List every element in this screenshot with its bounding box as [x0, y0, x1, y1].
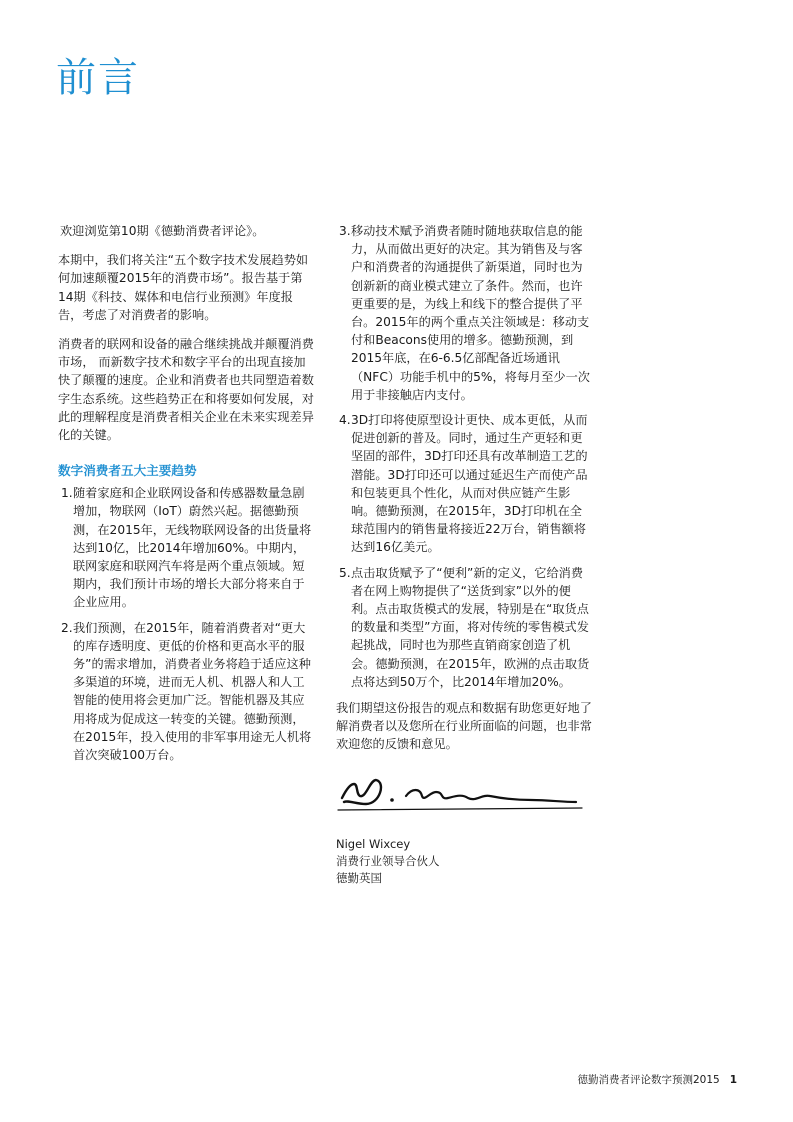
left-column: [58, 222, 314, 771]
trend-number: 1.: [61, 486, 73, 501]
trend-text: 点击取货赋予了“便利”新的定义，它给消费者在网上购物提供了“送货到家”以外的便利。点击取货模式的发展，特别是在“取货点的数量和类型”方面，将对传统的零售模式发起挑战，同时也为那些直销商家创造了机会。德勤预测，在2015年，欧洲的点击取货点将达到50万个，比2014年增加20%。: [351, 565, 590, 689]
footer-title: 德勤消费者评论数字预测2015: [577, 1074, 720, 1086]
body-paragraph-1: 本期中，我们将关注“五个数字技术发展趋势如何加速颠覆2015年的消费市场”。报告基于第14期《科技、媒体和电信行业预测》年度报告，考虑了对消费者的影响。: [58, 253, 309, 322]
trends-list-right: [336, 222, 592, 691]
trend-number: 3.: [339, 224, 351, 238]
trend-item: [336, 411, 592, 557]
body-paragraph-2: 消费者的联网和设备的融合继续挑战并颠覆消费市场， 而新数字技术和数字平台的出现直接加快了颠覆的速度。企业和消费者也共同塑造着数字生态系统。这些趋势正在和将要如何发展，对此的理解程度是消费者相关企业在未来实现差异化的关键。: [58, 337, 314, 443]
page-title: 前言: [56, 55, 140, 101]
signer-name: Nigel Wixcey: [336, 837, 411, 851]
right-column: [336, 222, 592, 765]
trend-text: 3D打印将使原型设计更快、成本更低，从而促进创新的普及。同时，通过生产更轻和更坚固的部件，3D打印还具有改革制造工艺的潜能。3D打印还可以通过延迟生产而使产品和包装更具个性化，从而对供应链产生影响。德勤预测，在2015年，3D打印机在全球范围内的销售量将接近22万台，销售额将达到16亿美元。: [351, 413, 588, 555]
trend-text: 我们预测，在2015年，随着消费者对“更大的库存透明度、更低的价格和更高水平的服务”的需求增加，消费者业务将趋于适应这种多渠道的环境，进而无人机、机器人和人工智能的使用将会更加广泛。智能机器及其应用将成为促成这一转变的关键。德勤预测，在2015年，投入使用的非军事用途无人机将首次突破100万台。: [73, 620, 312, 763]
trend-number: 2.: [61, 620, 73, 635]
trends-list-left: [58, 484, 314, 764]
intro-paragraph: 欢迎浏览第10期《德勤消费者评论》。: [60, 224, 265, 238]
trend-item: [58, 484, 314, 611]
trend-item: [336, 222, 592, 404]
closing-paragraph: 我们期望这份报告的观点和数据有助您更好地了解消费者以及您所在行业所面临的问题，也非常欢迎您的反馈和意见。: [336, 701, 592, 752]
signer-block: [336, 836, 440, 887]
trend-number: 4.: [339, 413, 351, 428]
page-footer: [577, 1072, 737, 1087]
trends-heading: 数字消费者五大主要趋势: [58, 463, 197, 479]
signer-org: 德勤英国: [336, 871, 382, 885]
trend-item: [336, 564, 592, 691]
handwritten-signature: [336, 770, 586, 816]
page-number: 1: [729, 1074, 737, 1086]
trend-number: 5.: [339, 565, 351, 580]
trend-item: [58, 619, 314, 765]
trend-text: 移动技术赋予消费者随时随地获取信息的能力，从而做出更好的决定。其为销售及与客户和消费者的沟通提供了新渠道，同时也为创新新的商业模式建立了条件。然而，也许更重要的是，为线上和线下的整合提供了平台。2015年的两个重点关注领域是：移动支付和Beacons使用的增多。德勤预测，到2015年底，在6-6.5亿部配备近场通讯（NFC）功能手机中的5%，将每月至少一次用于非接触店内支付。: [351, 224, 590, 402]
signer-role: 消费行业领导合伙人: [336, 854, 440, 868]
trend-text: 随着家庭和企业联网设备和传感器数量急剧增加，物联网（IoT）蔚然兴起。据德勤预测，在2015年，无线物联网设备的出货量将达到10亿，比2014年增加60%。中期内，联网家庭和联网汽车将是两个重点领域。短期内，我们预计市场的增长大部分将来自于企业应用。: [73, 486, 312, 610]
